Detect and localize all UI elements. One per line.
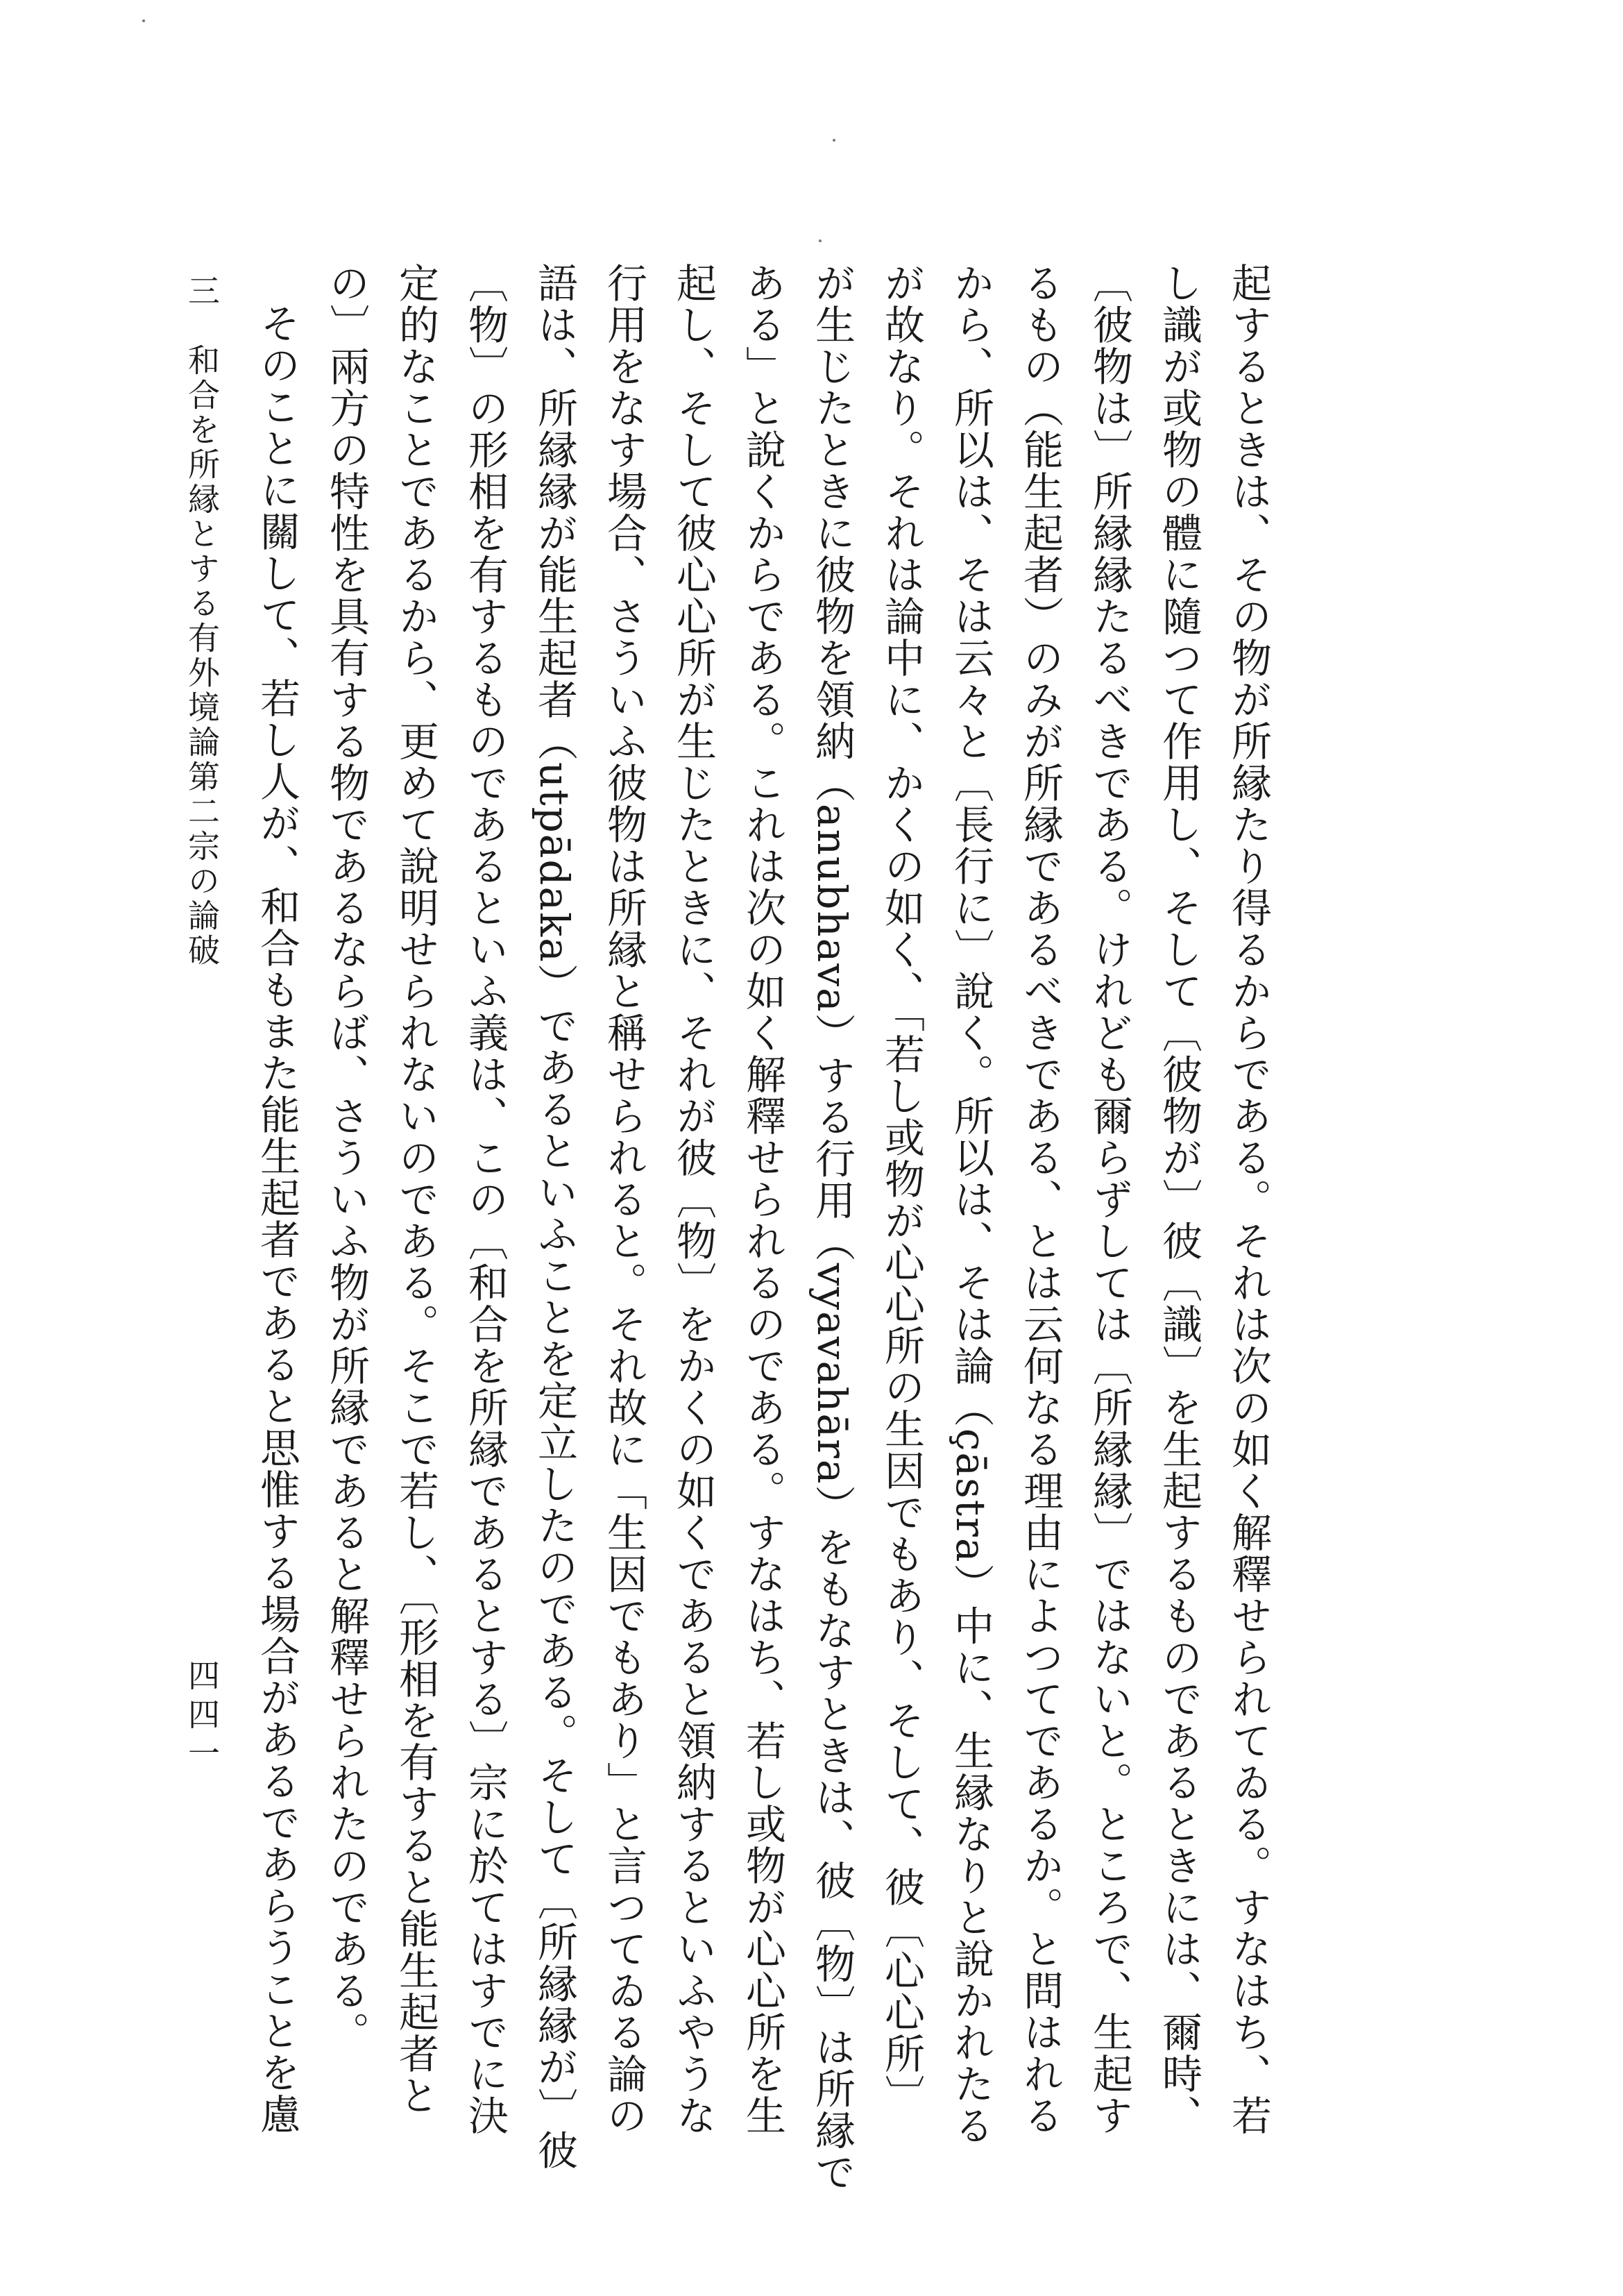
text-line: し識が或物の體に隨つて作用し、そして〔彼物が〕彼〔識〕を生起するものであるときには、爾時、 [1155,262,1203,2136]
text-line: 定的なことであるから、更めて說明せられないのである。そこで若し、〔形相を有すると能生起者と [392,262,439,2116]
text-line: 〔物〕の形相を有するものであるといふ義は、この〔和合を所縁であるとする〕宗に於てはすでに決 [461,262,509,2136]
text-line: 語は、所縁縁が能生起者（utpādaka）であるといふことを定立したのである。そして〔所縁縁が〕彼 [531,262,578,2171]
scan-speck [819,239,822,242]
text-line: 行用をなす場合、さういふ彼物は所縁と稱せられると。それ故に「生因でもあり」と言つてゐる論の [600,262,647,2136]
page-number: 四四一 [183,1659,221,1775]
body-text [242,262,1283,2193]
text-line: から、所以は、そは云々と〔長行に〕說く。所以は、そは論（çāstra）中に、生縁なりと說かれたる [947,262,994,2147]
text-line: 起するときは、その物が所縁たり得るからである。それは次の如く解釋せられてゐる。すなはち、若 [1225,262,1272,2136]
text-line: が故なり。それは論中に、かくの如く、「若し或物が心心所の生因でもあり、そして、彼〔心心所〕 [878,262,925,2116]
text-line: が生じたときに彼物を領納（anubhava）する行用（vyavahāra）をもなすときは、彼〔物〕は所縁で [808,262,856,2193]
text-line: 起し、そして彼心心所が生じたときに、それが彼〔物〕をかくの如くであると領納するといふやうな [670,262,717,2136]
text-line: ある」と說くからである。これは次の如く解釋せられるのである。すなはち、若し或物が心心所を生 [739,262,786,2136]
text-line: そのことに關して、若し人が、和合もまた能生起者であると思惟する場合があるであらうことを慮 [253,303,300,2135]
text-line: るもの（能生起者）のみが所縁であるべきである、とは云何なる理由によつてであるか。と問はれる [1017,262,1064,2136]
text-line: 〔彼物は〕所縁縁たるべきである。けれども爾らずしては〔所縁縁〕ではないと。ところで、生起す [1086,262,1133,2136]
running-head: 三 和合を所縁とする有外境論第二宗の論破 [183,274,221,968]
scan-speck [142,19,145,22]
text-line: の〕兩方の特性を具有する物であるならば、さういふ物が所縁であると解釋せられたのである。 [323,262,370,2053]
scan-speck [833,139,835,142]
